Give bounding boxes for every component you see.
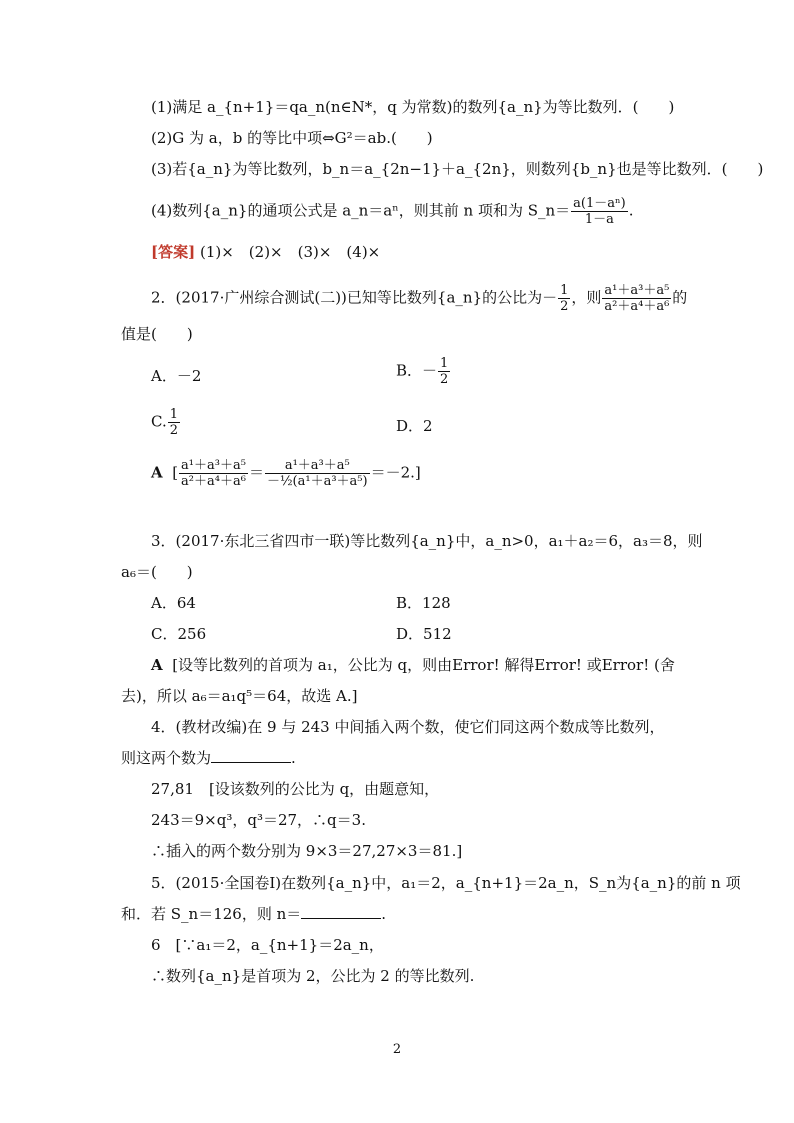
answer-text: (1)× (2)× (3)× (4)× xyxy=(199,243,381,261)
option-2-b-fraction xyxy=(438,356,450,387)
sum-formula-numerator: a(1－aⁿ) xyxy=(573,196,626,211)
solution-2-label: A xyxy=(151,463,163,482)
solution-2-f2-denominator: －½(a¹＋a³＋a⁵) xyxy=(266,474,368,489)
option-2-b-numerator: 1 xyxy=(440,356,449,371)
answer-blank-5 xyxy=(301,904,381,919)
answer-label: [答案] xyxy=(151,243,196,261)
ratio-numerator: 1 xyxy=(560,283,569,298)
ratio-fraction xyxy=(558,283,570,314)
question-2-text: 2．(2017·广州综合测试(二))已知等比数列{a_n}的公比为－ xyxy=(151,288,558,307)
page-number: 2 xyxy=(392,1042,402,1057)
option-2-a: A．－2 xyxy=(151,367,202,385)
question-5-text: 和．若 S_n＝126，则 n＝ xyxy=(121,905,302,923)
question-2 xyxy=(151,283,687,314)
question-2-end: 的 xyxy=(672,288,688,307)
question-5-solution-line-2: ∴数列{a_n}是首项为 2，公比为 2 的等比数列. xyxy=(151,967,475,985)
option-2-c-denominator: 2 xyxy=(169,423,178,438)
sum-formula-denominator: 1－a xyxy=(584,212,614,227)
expression-fraction xyxy=(602,283,671,314)
solution-2-equals: ＝ xyxy=(248,463,264,482)
solution-3-text: [设等比数列的首项为 a₁，公比为 q，则由Error! 解得Error! 或Error! (舍 xyxy=(172,656,675,674)
option-2-d: D．2 xyxy=(396,417,433,435)
option-2-c-fraction xyxy=(168,407,180,438)
ratio-denominator: 2 xyxy=(560,299,569,314)
solution-2-fraction-1 xyxy=(179,458,248,489)
question-3-line-2: a₆＝( ) xyxy=(121,563,193,581)
statement-4-text: (4)数列{a_n}的通项公式是 a_n＝aⁿ，则其前 n 项和为 S_n＝ xyxy=(151,201,571,220)
question-5-end: . xyxy=(381,905,387,923)
question-3-solution-line-1 xyxy=(151,655,675,675)
option-3-a: A．64 xyxy=(151,594,196,612)
question-4-line-2 xyxy=(121,748,296,768)
question-3-solution-line-2: 去)，所以 a₆＝a₁q⁵＝64，故选 A.] xyxy=(121,687,358,705)
question-5-line-1: 5．(2015·全国卷Ⅰ)在数列{a_n}中，a₁＝2，a_{n+1}＝2a_n，S_n为{a_n}的前 n 项 xyxy=(151,874,741,892)
question-4-text: 则这两个数为 xyxy=(121,749,212,767)
statement-2: (2)G 为 a，b 的等比中项⇔G²＝ab.( ) xyxy=(151,129,433,147)
option-3-c: C．256 xyxy=(151,625,207,643)
solution-2-f2-numerator: a¹＋a³＋a⁵ xyxy=(265,458,370,474)
statement-3: (3)若{a_n}为等比数列，b_n＝a_{2n−1}＋a_{2n}，则数列{b_n}也是等比数列．( ) xyxy=(151,160,764,178)
question-4-solution-line-3: ∴插入的两个数分别为 9×3＝27,27×3＝81.] xyxy=(151,842,463,860)
answer-blank-4 xyxy=(211,748,291,763)
question-2-line-2: 值是( ) xyxy=(121,325,193,343)
question-4-end: . xyxy=(291,749,296,767)
sum-formula-fraction xyxy=(571,196,628,227)
expression-denominator: a²＋a⁴＋a⁶ xyxy=(604,299,670,314)
option-2-b xyxy=(396,356,451,387)
option-2-c-numerator: 1 xyxy=(169,407,178,422)
solution-2-f1-denominator: a²＋a⁴＋a⁶ xyxy=(181,474,246,489)
option-2-c xyxy=(151,407,181,438)
option-2-c-text: C. xyxy=(151,412,167,431)
option-2-b-text: B．－ xyxy=(396,361,438,380)
option-3-d: D．512 xyxy=(396,625,452,643)
expression-numerator: a¹＋a³＋a⁵ xyxy=(604,283,670,298)
solution-2-open: [ xyxy=(172,463,179,482)
statement-4 xyxy=(151,196,633,227)
statement-1: (1)满足 a_{n+1}＝qa_n(n∈N*，q 为常数)的数列{a_n}为等比数列．( ) xyxy=(151,98,675,116)
question-3-line-1: 3．(2017·东北三省四市一联)等比数列{a_n}中，a_n>0，a₁＋a₂＝6，a₃＝8，则 xyxy=(151,532,703,550)
question-2-solution xyxy=(151,458,421,489)
solution-2-f1-numerator: a¹＋a³＋a⁵ xyxy=(181,458,246,473)
question-5-solution-line-1: 6 [∵a₁＝2，a_{n+1}＝2a_n， xyxy=(151,936,384,954)
solution-3-label: A xyxy=(151,656,163,674)
solution-2-fraction-2 xyxy=(265,458,370,489)
question-2-mid: ，则 xyxy=(571,288,602,307)
question-4-solution-line-1: 27,81 [设该数列的公比为 q，由题意知， xyxy=(151,780,440,798)
option-3-b: B．128 xyxy=(396,594,451,612)
statement-4-end: . xyxy=(628,201,634,220)
solution-2-result: ＝－2.] xyxy=(370,463,421,482)
question-4-solution-line-2: 243＝9×q³，q³＝27，∴q＝3. xyxy=(151,811,366,829)
question-5-line-2 xyxy=(121,904,386,924)
option-2-b-denominator: 2 xyxy=(440,372,449,387)
answer-line xyxy=(151,242,380,262)
question-4-line-1: 4．(教材改编)在 9 与 243 中间插入两个数，使它们同这两个数成等比数列， xyxy=(151,718,665,736)
